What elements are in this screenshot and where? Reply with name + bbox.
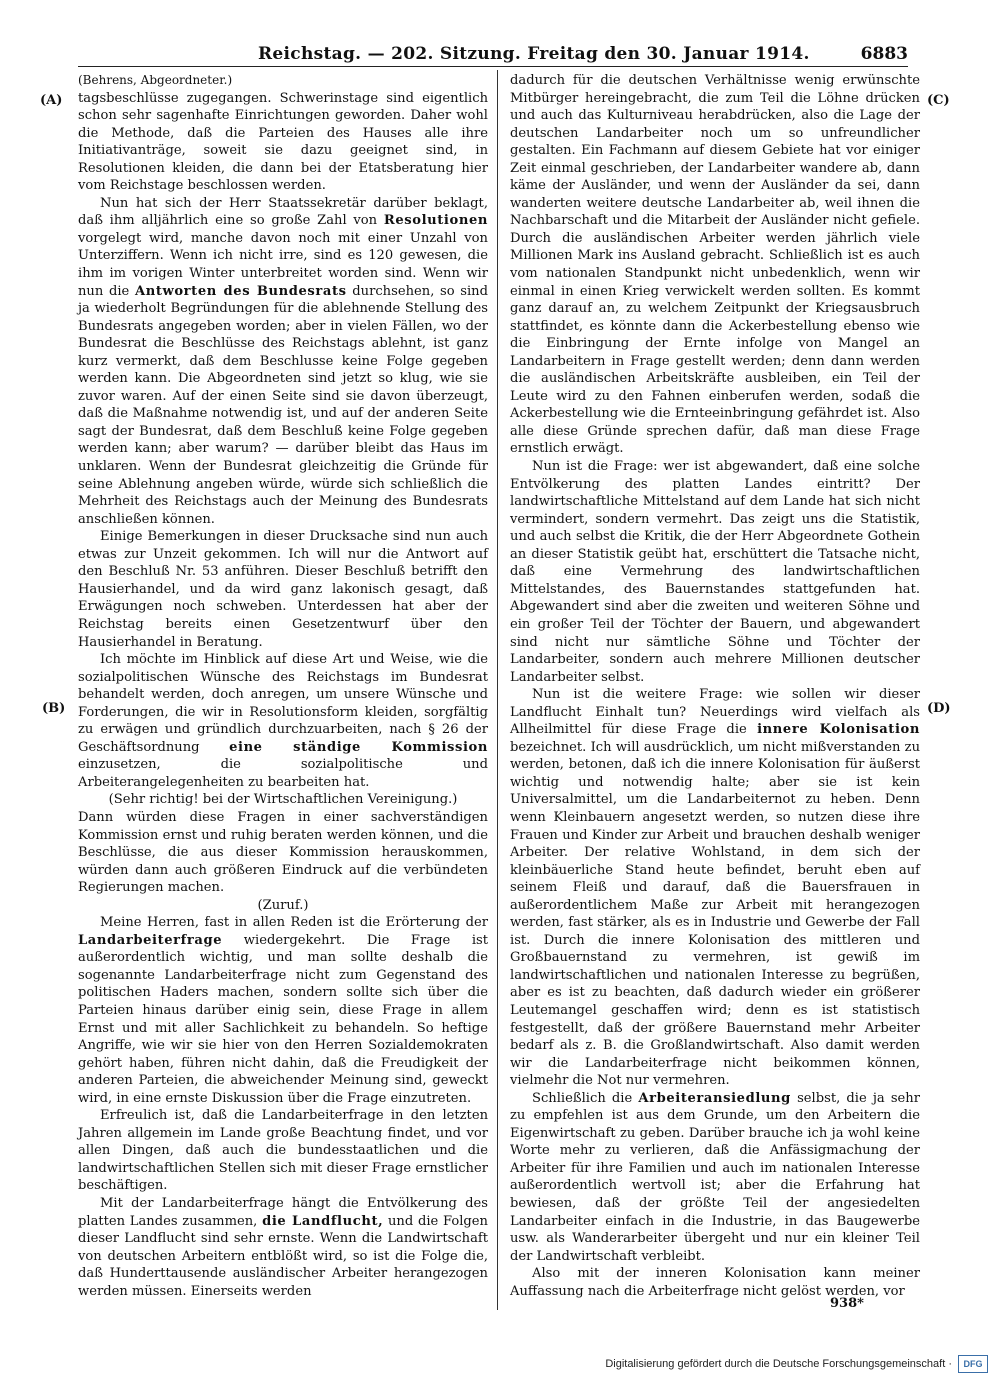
paragraph: Nun hat sich der Herr Staatssekretär darüber beklagt, daß ihm alljährlich eine so große Zahl von Resolutionen vorgelegt wird, manche davon noch mit einer Unzahl von Unterziffern. Wenn ich nicht irre, sind es 120 gewesen, die ihm im vorigen Winter unterbreitet worden sind. Wenn wir nun die Antworten des Bundesrats durchsehen, so sind ja wiederholt Begründungen für die ablehnende Stellung des Bundesrats angegeben worden; aber in vielen Fällen, wo der Bundesrat die Beschlüsse des Reichstags ablehnt, ist ganz kurz vermerkt, daß dem Beschlusse keine Folge gegeben werden kann. Die Abgeordneten sind jetzt so klug, wie sie zuvor waren. Auf der einen Seite sind sie davon überzeugt, daß die Maßnahme notwendig ist, und auf der anderen Seite sagt der Bundesrat, daß dem Beschluß keine Folge gegeben werden kann; aber warum? — darüber bleibt das Haus im unklaren. Wenn der Bundesrat gleichzeitig die Gründe für seine Ablehnung angeben würde, würde sich schließlich die Mehrheit des Reichstags auch der Meinung des Bundesrats anschließen können. [78, 195, 488, 527]
paragraph: Nun ist die weitere Frage: wie sollen wir dieser Landflucht Einhalt tun? Neuerdings wird vielfach als Allheilmittel für diese Frage die innere Kolonisation bezeichnet. Ich will ausdrücklich, um nicht mißverstanden zu werden, betonen, daß ich die innere Kolonisation für äußerst wichtig und notwendig halte; aber sie ist kein Universalmittel, um die Landarbeiternot zu heben. Denn wenn Kleinbauern angesetzt werden, so nutzen diese ihre Frauen und Kinder zur Arbeit und brauchen deshalb weniger Arbeiter. Der relative Wohlstand, in dem sich der kleinbäuerliche Stand heute befindet, beruht eben auf seinem Fleiß und darauf, daß die Bauersfrauen in außerordentlichem Maße zur Arbeit mit herangezogen werden, fast stärker, als es in Industrie und Gewerbe der Fall ist. Durch die innere Kolonisation des mittleren und Großbauernstand zu vermehren, ist gewiß im landwirtschaftlichen und nationalen Interesse zu begrüßen, aber es ist zu beachten, daß dadurch wieder ein größerer Leutemangel geschaffen wird; denn es ist statistisch festgestellt, daß der größere Bauernstand mehr Arbeiter bedarf als z. B. die Großlandwirtschaft. Also damit werden wir die Landarbeiterfrage nicht beikommen können, vielmehr die Not nur vermehren. [510, 687, 920, 1089]
interjection: (Zuruf.) [257, 897, 309, 913]
interjection: (Sehr richtig! bei der Wirtschaftlichen Vereinigung.) [108, 792, 458, 808]
paragraph: Dann würden diese Fragen in einer sachverständigen Kommission ernst und ruhig beraten werden können, und die Beschlüsse, die aus dieser Kommission herauskommen, würden dann auch größeren Eindruck auf die verbündeten Regierungen machen. [78, 809, 488, 896]
paragraph: Erfreulich ist, daß die Landarbeiterfrage in den letzten Jahren allgemein im Lande große Beachtung findet, und vor allen Dingen, daß auch die bundesstaatlichen und die landwirtschaftlichen Stellen sich mit dieser Frage ernstlicher beschäftigen. [78, 1108, 488, 1194]
paragraph: tagsbeschlüsse zugegangen. Schwerinstage sind eigentlich schon sehr sagenhafte Einrichtungen geworden. Daher wohl die Methode, daß die Parteien des Hauses alle ihre Initiativanträge, soweit sie dazu geeignet sind, in Resolutionen kleiden, die dann bei der Etatsberatung hier vom Reichstage beschlossen werden. [78, 90, 488, 194]
margin-marker-a: (A) [40, 93, 63, 108]
dfg-logo: DFG [958, 1355, 988, 1373]
paragraph: Also mit der inneren Kolonisation kann meiner Auffassung nach die Arbeiterfrage nicht gelöst werden, vor [510, 1266, 920, 1299]
right-column [510, 72, 920, 1300]
paragraph: Einige Bemerkungen in dieser Drucksache sind nun auch etwas zur Unzeit gekommen. Ich will nur die Antwort auf den Beschluß Nr. 53 anführen. Dieser Beschluß betrifft den Hausierhandel, und da wird ganz lakonisch gesagt, daß Erwägungen noch schweben. Unterdessen hat aber der Reichstag bereits einen Gesetzentwurf über den Hausierhandel in Beratung. [78, 529, 488, 650]
page-number: 6883 [860, 44, 908, 64]
margin-marker-c: (C) [927, 93, 950, 108]
credit-text: Digitalisierung gefördert durch die Deutsche Forschungsgemeinschaft · [605, 1358, 952, 1370]
page-header [78, 40, 908, 67]
paragraph: Ich möchte im Hinblick auf diese Art und Weise, wie die sozialpolitischen Wünsche des Reichstags im Bundesrat behandelt werden, doch anregen, um unsere Wünsche und Forderungen, die wir in Resolutionsform kleiden, sorgfältig zu erwägen und gründlich durchzuarbeiten, nach § 26 der Geschäftsordnung eine ständige Kommission einzusetzen, die sozialpolitische und Arbeiterangelegenheiten zu bearbeiten hat. [78, 652, 488, 790]
paragraph: Mit der Landarbeiterfrage hängt die Entvölkerung des platten Landes zusammen, die Landflucht, und die Folgen dieser Landflucht sind sehr ernste. Wenn die Landwirtschaft von deutschen Arbeitern entblößt wird, so ist die Folge die, daß Hunderttausende ausländischer Arbeiter herangezogen werden müssen. Einerseits werden [78, 1196, 488, 1299]
paragraph: Schließlich die Arbeiteransiedlung selbst, die ja sehr zu empfehlen ist aus dem Grunde, um den Arbeitern die Eigenwirtschaft zu geben. Darüber brauche ich ja wohl keine Worte mehr zu verlieren, daß die Anfässigmachung der Arbeiter für ihre Familien und auch im nationalen Interesse außerordentlich wertvoll ist; aber die Erfahrung hat bewiesen, daß der größte Teil der angesiedelten Landarbeiter einfach in die Industrie, in das Baugewerbe usw. als Wanderarbeiter übergeht und nur ein kleiner Teil der Landwirtschaft verbleibt. [510, 1090, 920, 1264]
digitization-credit [605, 1355, 988, 1373]
margin-marker-d: (D) [927, 701, 951, 716]
signature-mark: 938* [830, 1296, 864, 1311]
page-title: Reichstag. — 202. Sitzung. Freitag den 30. Januar 1914. [258, 44, 810, 64]
speaker-label: (Behrens, Abgeordneter.) [78, 73, 233, 87]
margin-marker-b: (B) [42, 701, 66, 716]
paragraph: dadurch für die deutschen Verhältnisse wenig erwünschte Mitbürger hereingebracht, die zum Teil die Löhne drücken und auch das Kulturniveau herabdrücken, also die Lage der deutschen Landarbeiter noch um so unfreundlicher gestalten. Ein Fachmann auf diesem Gebiete hat vor einiger Zeit einmal geschrieben, der Landarbeiter wandere ab, dann käme der Ausländer, und wenn der Ausländer da sei, dann wanderten weitere deutsche Landarbeiter ab, weil ihnen die Nachbarschaft und die Mitarbeit der Ausländer nicht gefiele. Durch die ausländischen Arbeiter werden jährlich viele Millionen Mark ins Ausland gebracht. Schließlich ist es auch vom nationalen Standpunkt nicht unbedenklich, wenn wir einmal in einen Krieg verwickelt werden sollten. Es kommt ganz darauf an, zu welchem Zeitpunkt der Kriegsausbruch stattfindet, es könnte dann die Ackerbestellung ebenso wie die Einbringung der Ernte infolge von Mangel an Landarbeitern in Frage gestellt werden; denn dann werden die ausländischen Arbeitskräfte ausbleiben, ein Teil der Leute wird zu den Fahnen einberufen werden, sodaß die Ackerbestellung wie die Ernteeinbringung gefährdet ist. Also alle diese Gründe sprechen dafür, daß man diese Frage ernstlich erwägt. [510, 73, 920, 457]
paragraph: Meine Herren, fast in allen Reden ist die Erörterung der Landarbeiterfrage wiedergekehrt. Die Frage ist außerordentlich wichtig, und man sollte deshalb die sogenannte Landarbeiterfrage nicht zum Gegenstand des politischen Haders machen, sondern sollte sich über die Parteien hinaus darüber einig sein, diese Frage in allem Ernst und mit aller Sachlichkeit zu behandeln. So heftige Angriffe, wie wir sie hier von den Herren Sozialdemokraten gehört haben, führen nicht dahin, daß die Freudigkeit der anderen Parteien, die abweichender Meinung sind, geweckt wird, in eine ernste Diskussion über die Frage einzutreten. [78, 915, 488, 1106]
paragraph: Nun ist die Frage: wer ist abgewandert, daß eine solche Entvölkerung des platten Landes eintritt? Der landwirtschaftliche Mittelstand auf dem Lande hat sich nicht vermindert, sondern vermehrt. Das zeigt uns die Statistik, und auch selbst die Kritik, die der Herr Abgeordnete Gothein an dieser Statistik geübt hat, erschüttert die Tatsache nicht, daß eine Vermehrung des landwirtschaftlichen Mittelstandes, des Bauernstandes stattgefunden hat. Abgewandert sind aber die zweiten und weiteren Söhne und ein großer Teil der Töchter der Bauern, und abgewandert sind nicht nur sämtliche Söhne und Töchter der Landarbeiter, sondern auch mehrere Millionen deutscher Landarbeiter selbst. [510, 459, 920, 685]
left-column [78, 72, 488, 1300]
column-divider [497, 70, 498, 1310]
